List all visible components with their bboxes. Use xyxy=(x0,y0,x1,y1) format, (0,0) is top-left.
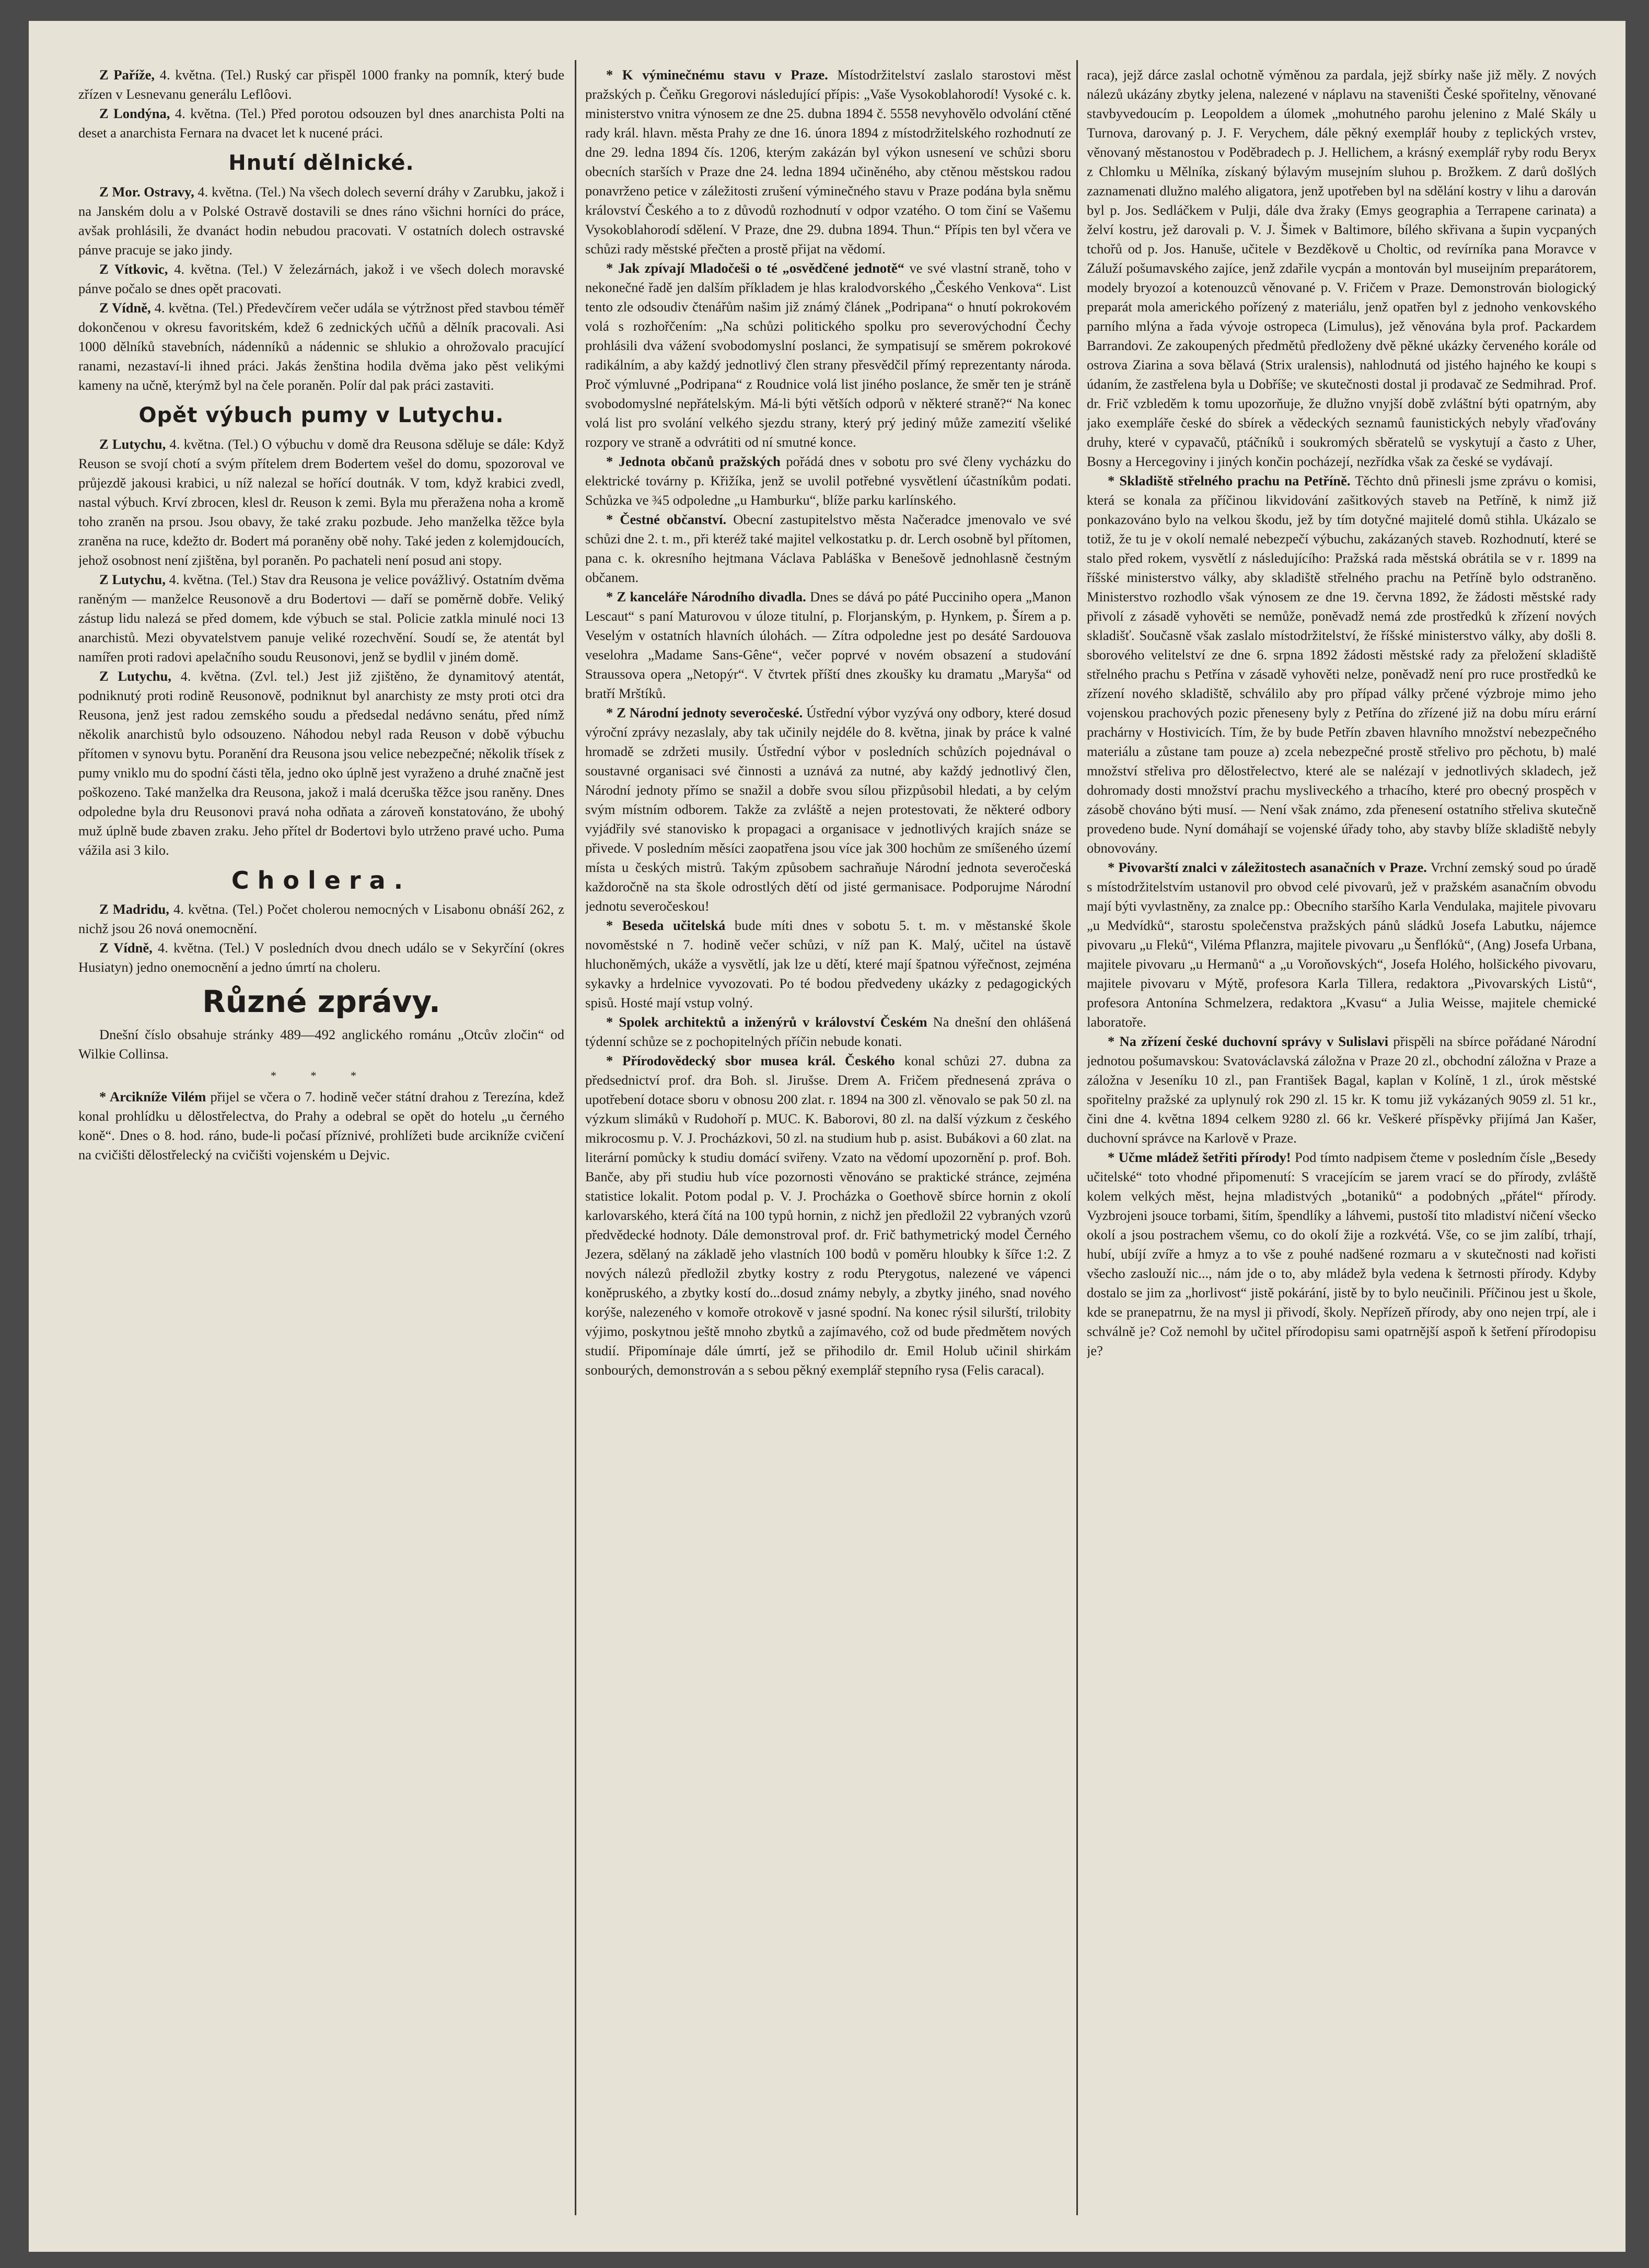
column-2 xyxy=(585,65,1071,2220)
article-text: pořádá dnes v sobotu pro své členy vycházku do elektrické továrny p. Křižíka, jenž se uvolil potřebné vysvětlení účastníkům podati. Schůzka ve ¾5 odpoledne „u Hamburku“, blíže parku karlínského. xyxy=(585,453,1071,508)
headline: * Na zřízení české duchovní správy v Sulislavi xyxy=(1108,1033,1389,1049)
headline: * Arcikníže Vilém xyxy=(99,1089,206,1104)
article-text: 4. května. (Tel.) Předevčírem večer udála se výtržnost před stavbou téměř dokončenou v okresu favoritském, kdež 6 zednických učňů a dělník pracovali. Asi 1000 dělníků stavebních, nádenníků a nádennic se shlukio a ohrožovalo pracující ranami, nezastaví-li ihned práci. Jakás ženština hodila dvěma jako pěst velikými kameny na učně, kterýmž byl na čele poraněn. Polír dal pak práci zastaviti. xyxy=(78,300,564,393)
article-vienna-2 xyxy=(78,938,564,977)
article-text: 4. května. (Tel.) Před porotou odsouzen byl dnes anarchista Polti na deset a anarchista Fernara na dvacet let k nucené práci. xyxy=(78,106,564,141)
article-text: Pod tímto nadpisem čteme v posledním čísle „Besedy učitelské“ toto vhodné připomenutí: S vracejícím se jarem vrací se do přírody, zvláště kolem velkých měst, hejna mladistvých „botaniků“ a podobných „přátel“ přírody. Vyzbrojeni jsouce torbami, šitím, špendlíky a láhvemi, pustoší tito mladiství ničení všecko okolí a jsou postrachem všemu, co do okolí žije a rozkvétá. Vše, co se jim zalíbí, trhají, hubí, ubíjí zvíře a hmyz a to vše z pouhé nadšené rozmaru a v skutečnosti nad kořisti všecho zaslouží nic..., nám jde o to, aby mládež byla vedena k šetrnosti přírody. Kdyby dostalo se jim za „horlivost“ jistě pokárání, jistě by to bylo neučinili. Příčinou jest u škole, kde se pranepatrnu, že na mysl ji přivodí, školy. Nepřízeň přírody, aby ono nejen trpí, ale i schválně je? Což nemohl by učitel přírodopisu sami opatrnější aspoň k šetření přírodopisu je? xyxy=(1087,1149,1596,1358)
article-text: Vrchní zemský soud po úradě s místodržitelstvím ustanovil pro obvod celé pivovarů, jež v pražském asanačním obvodu mají býti vyvlastněny, za znalce pp.: Obecního staršího Karla Vendulaka, majitele pivovaru „u Medvídků“, starostu společenstva pražských pánů sládků Josefa Labutku, nájemce pivovaru „u Fleků“, Viléma Pflanzra, majitele pivovaru „u Šenflóků“, (Ang) Josefa Urbana, majitele pivovaru „u Hermanů“ a „u Voroňovských“, Josefa Holého, holšického pivovaru, majitele pivovaru v Mýtě, profesora Karla Tillera, redaktora „Pivovarských Listů“, profesora Antonína Schmelzera, redaktora „Kvasu“ a Julia Weisse, majitele chemické laboratoře. xyxy=(1087,859,1596,1030)
article-madrid xyxy=(78,900,564,938)
section-heading-vybuch: Opět výbuch pumy v Lutychu. xyxy=(138,403,504,427)
dateline: Z Mor. Ostravy, xyxy=(99,184,194,200)
headline: * Učme mládež šetřiti přírody! xyxy=(1108,1149,1291,1165)
headline: * Přírodovědecký sbor musea král. Českého xyxy=(606,1053,895,1068)
article-divadlo xyxy=(585,587,1071,703)
article-text: přijel se včera o 7. hodině večer státní drahou z Terezína, kdež konal prohlídku u dělostřelectva, do Prahy a odebral se opět do hotelu „u černého koně“. Dnes o 8. hod. ráno, bude-li počasí příznivé, prohlížeti bude arcikníže cvičení na cvičišti dělostřelecký na cvičišti vojenském u Dejvic. xyxy=(78,1089,564,1162)
article-vitkovice xyxy=(78,260,564,298)
article-text: 4. května. (Tel.) V posledních dvou dnech událo se v Sekyrčíní (okres Husiatyn) jedno onemocnění a jedno úmrtí na choleru. xyxy=(78,940,564,975)
separator-stars: * * * xyxy=(271,1069,372,1082)
article-mladez xyxy=(1087,1148,1596,1360)
section-heading-ruzne: Různé zprávy. xyxy=(202,984,440,1019)
article-text: Těchto dnů přinesli jsme zprávu o komisi, která se konala za příčinou likvidování zašitkových staveb na Petříně, k nimž již ponkazováno bylo na velkou škodu, jež by tím dotyčné majitelé domů stihla. Ukázalo se totiž, že tu je v okolí nemalé nebezpečí výbuchu, zakázaných staveb. Rozhodnutí, které se stalo před rokem, vysvětlí z následujícího: Pražská rada městská obrátila se v r. 1899 na říšské ministerstvo války, aby skladiště střelného prachu na Petříně bylo odstraněno. Ministerstvo rozhodlo však výnosem ze dne 19. června 1892, že žádosti městské rady přivolí z zásadě vyhověti se nemůže, poněvadž nemá zde prostředků k zřízení nových skladišť. Současně však zaslalo místodržitelství, že říšské ministerstvo války, aby došli 8. sborového velitelství ze dne 6. srpna 1892 žádosti městské rady za přeložení skladiště střelného prachu s Petřína v zásadě vyhověti nelze, poněvadž není pro ruce prostředků ke zřízení nového skladiště, schválilo aby pro případ války prčené výzbroje mimo jeho vojenskou prachových pozic přeneseny byly z Petřína do zřízené již na dobu míru erární prachárny v Hostivicích. Tím, že by bude Petřín zbaven hlavního množství nebezpečného materiálu a zůstane tam pouze a) zcela nebezpečné prostě střelivo pro pěchotu, b) malé množství střeliva pro dělostřelectvo, které ale se nalézají v jednotlivých skladech, jež dohromady dosti množství prachu mysliveckého a trhacího, které pro obecný prospěch v zásobě chováno býti musí. — Není však známo, zda přenesení ostatního střeliva skutečně provedeno bude. Nyní domáhají se vojenské úřady toho, aby stavby blíže skladiště nebyly obnovovány. xyxy=(1087,473,1596,856)
article-vyjimecny-stav xyxy=(585,65,1071,259)
column-rule xyxy=(1076,60,1078,2215)
article-mladocesi xyxy=(585,259,1071,452)
article-lutych-1 xyxy=(78,435,564,570)
newspaper-page xyxy=(29,21,1625,2252)
article-text: bude míti dnes v sobotu 5. t. m. v městanské škole novoměstské n 7. hodině večer schůzi, v níž pan K. Malý, učitel na ústavě hluchoněmých, ukáže a vysvětlí, jak lze u dětí, které mají špatnou výřečnost, zejména sykavky a hrdelnice vyvozovati. Po té bodou předvedeny ukázky z pedagogických spisů. Hosté mají vstup volný. xyxy=(585,917,1071,1010)
article-lutych-2 xyxy=(78,570,564,667)
article-text: 4. května. (Tel.) O výbuchu v domě dra Reusona sděluje se dále: Když Reuson se svojí chotí a svým přítelem drem Bodertem vešel do domu, spozoroval ve průjezdě jakousi krabici, u níž nalezal se hořící doutnák. V tom, když krabici zvedl, nastal výbuch. Krví zbrocen, klesl dr. Reuson k zemi. Byla mu přeražena noha a kromě toho zraněn na prsou. Jsou obavy, že také zraku pozbude. Jeho manželka těžce byla zraněna na ruce, kdežto dr. Bodert má poraněny obě nohy. Také jeden z kolemjdoucích, jehož osobnost není zjištěna, byl poraněn. Po pachateli není posud ani stopy. xyxy=(78,436,564,568)
article-text: 4. května. (Zvl. tel.) Jest již zjištěno, že dynamitový atentát, podniknutý proti rodině Reusonově, podniknut byl anarchisty ze msty proti otci dra Reusona, jenž jest radou zemského soudu a předsedal nedávno senátu, před nímž několik anarchistů bylo odsouzeno. Náhodou nebyl rada Reuson v době výbuchu přítomen v synovu bytu. Poranění dra Reusona jsou velice nebezpečné; několik třísek z pumy vniklo mu do spodní části těla, jedno oko úplně jest vyraženo a druhé značně jest poškozeno. Také manželka dra Reusona, jakož i malá dceruška těžce jsou raněny. Dnes odpoledne byla dru Reusonovi pravá noha odňata a zároveň konstatováno, že ubohý muž úplně bude zbaven zraku. Jeho přítel dr Bodertovi bylo utrženo pravé ucho. Puma vážila asi 3 kilo. xyxy=(78,668,564,858)
article-arcikníže xyxy=(78,1087,564,1165)
article-duchovni xyxy=(1087,1032,1596,1148)
article-text: 4. května. (Tel.) Stav dra Reusona je velice povážlivý. Ostatním dvěma raněným — manželce Reusonově a dru Bodertovi — daří se poměrně dobře. Veliký zástup lidu nalezá se před domem, kde výbuch se stal. Policie zatkla minulé noci 13 anarchistů. Mezi obyvatelstvem panuje veliké rozechvění. Soudí se, že atentát byl namířen proti radovi apelačního soudu Reusonovi, jenž se bydlil v jiném domě. xyxy=(78,572,564,665)
headline: * Beseda učitelská xyxy=(606,917,726,933)
article-skladiste xyxy=(1087,471,1596,858)
dateline: Z Lutychu, xyxy=(99,572,166,587)
article-paris xyxy=(78,65,564,104)
article-spolek xyxy=(585,1013,1071,1051)
dateline: Z Vídně, xyxy=(99,300,151,316)
section-heading-cholera: Cholera. xyxy=(231,866,412,894)
headline: * Skladiště střelného prachu na Petříně. xyxy=(1108,473,1351,489)
article-cestne xyxy=(585,510,1071,587)
article-text: přispěli na sbírce pořádané Národní jednotou pošumavskou: Svatováclavská záložna v Praze 20 zl., obchodní záložna v Praze a záložna v Jeseníku 10 zl., pan František Bagal, kaplan v Kolíně, 1 zl., úrok městské spořitelny pražské za uplynulý rok 290 zl. 15 kr. K tomu již vykázaných 9059 zl. 51 kr., čini dne 4. května 1894 celkem 9280 zl. 66 kr. Veškeré příspěvky přijímá Jan Kašer, duchovní správce na Karlově v Praze. xyxy=(1087,1033,1596,1146)
dateline: Z Madridu, xyxy=(99,901,169,917)
headline: * Čestné občanství. xyxy=(606,511,727,527)
article-text: ve své vlastní straně, toho v nekonečné řadě jen dalším příkladem je hlas kralodvorského „Českého Venkova“. List tento zle odsoudiv čtenářům našim již známý článek „Podripana“ o hnutí pokrokovém volá s rozhořčením: „Na schůzi politického spolku pro severovýchodní Čechy prohlásili dva vážení svobodomyslní poslanci, že sympatisují se směrem pokrokové radikálním, a aby každý jednotlivý člen strany přesvědčil přímý reprezentanty národa. Proč výmluvné „Podripana“ z Roudnice volá list jiného poslance, že směr ten je stráně svobodomyslné nepřátelským. Má-li býti větších odporů v některé straně?“ Na konec volá list pro svolání velkého sjezdu strany, který prý jediný může zamezití všeliké rozpory ve straně a odvrátiti od ní smutné konce. xyxy=(585,260,1071,450)
article-text: Obecní zastupitelstvo města Načeradce jmenovalo ve své schůzi dne 2. t. m., při kteréž také majitel velkostatku p. dr. Lerch osobně byl přítomen, pana c. k. okresního hejtmana Václava Pabláška v Benešově jednohlasně čestným občanem. xyxy=(585,511,1071,585)
article-beseda xyxy=(585,916,1071,1013)
section-heading-hnuti: Hnutí dělnické. xyxy=(228,151,414,175)
article-text: 4. května. (Tel.) Ruský car přispěl 1000 franky na pomník, který bude zřízen v Lesnevanu generálu Leflôovi. xyxy=(78,67,564,102)
article-text: Dnes se dává po páté Pucciniho opera „Manon Lescaut“ s paní Maturovou v úloze titulní, p. Florjanským, p. Hynkem, p. Šírem a p. Veselým v ostatních hlavních úlohách. — Zítra odpoledne jest po desáté Sardouova veselohra „Madame Sans-Gêne“, večer poprvé v novém obsazení a studování Straussova opera „Netopýr“. V čtvrtek příští dnes zkoušky ku dramatu „Maryša“ od bratří Mrštíků. xyxy=(585,589,1071,701)
article-lutych-3 xyxy=(78,667,564,860)
column-1 xyxy=(78,65,564,2220)
headline: * Pivovarští znalci v záležitostech asanačních v Praze. xyxy=(1108,859,1427,875)
article-text: 4. května. (Tel.) Na všech dolech severní dráhy v Zarubku, jakož i na Janském dolu a v Polské Ostravě dostavili se dnes ráno všichni horníci do práce, avšak prohlásili, že dvanáct hodin nebudou pracovati. V ostatních dolech ostravské pánve pracuje se jako jindy. xyxy=(78,184,564,258)
column-3 xyxy=(1087,65,1596,2220)
article-text: konal schůzi 27. dubna za předsednictví prof. dra Boh. sl. Jirušse. Drem A. Fričem přednesená zpráva o upotřebení dotace sboru v obnosu 200 zlat. r. 1894 na 300 zl. věnovalo se pak 50 zl. na výzkum slimáků v Rudohoří p. MUC. K. Baborovi, 80 zl. na další výzkum z českého mikrocosmu p. V. J. Procházkovi, 50 zl. na studium hub p. asist. Bubákovi a 60 zlat. na literární pomůcky k studiu domácí sviřeny. Vzato na vědomí upozornění p. prof. Boh. Banče, aby při studiu hub více pozornosti věnováno se praktické stránce, zejména statistice lokalit. Potom podal p. V. J. Procházka o Goethově sbírce hornin z okolí karlovarského, která čítá na 100 typů hornin, z nichž jen předložil 22 vybraných vzorů předvědecké hodnoty. Dále demonstroval prof. dr. Frič bathymetrický model Černého Jezera, sdělaný na základě jeho vlastních 100 bodů v poměru hloubky k šířce 1:2. Z nových nálezů předložil zbytky kostry z rodu Pterygotus, nalezené ve vápenci koněpruského, a zbytky kostí do...dosud známy nebyly, a zbytky jiného, snad nového korýše, nalezeného v komoře otrokově v jasné spodní. Na konec rýsil silurští, trilobity výjimo, poskytnou ještě mnoho zbytků a zajímavého, což od bude předmětem nových studií. Připomínaje dále úmrtí, jež se přihodilo dr. Emil Holub učinil shirkám sonbourých, demonstrován a s sebou pěkný exemplář stepního rysa (Felis caracal). xyxy=(585,1053,1071,1378)
headline: * Spolek architektů a inženýrů v království Českém xyxy=(606,1014,927,1030)
article-text: Ústřední výbor vyzývá ony odbory, které dosud výroční zprávy nezaslaly, aby tak učinily nejdéle do 8. května, jinak by práce k valné hromadě se zdržeti musily. Ústřední výbor v posledních schůzích pojednával o soustavné organisaci své činnosti a uznává za nutné, aby každý jednotlivý člen, Národní jednoty přímo se snažil a dobře svou sílou přizpůsobil hledati, a by celým svým místním odborem. Takže za zvláště a nejen protestovati, že některé odbory vyjádřily své stanovisko k propagaci a organisace v jednotlivých krajích snáze se přivede. V posledním měsíci zaopatřena jsou více jak 300 hochům ze smíšeného území místa u českých mistrů. Takým způsobem sachraňuje Národní jednota severočeská každoročně na sta škole odrostlých dětí od jisté germanisace. Podporujme Národní jednotu severočeskou! xyxy=(585,705,1071,914)
article-vienna xyxy=(78,298,564,395)
headline: * Jak zpívají Mladočeši o té „osvědčené jednotě“ xyxy=(606,260,904,276)
headline: * Z Národní jednoty severočeské. xyxy=(606,705,803,720)
dateline: Z Londýna, xyxy=(99,106,170,121)
dateline: Z Lutychu, xyxy=(99,668,171,684)
headline: * Z kanceláře Národního divadla. xyxy=(606,589,806,604)
article-text: Na dnešní den ohlášená týdenní schůze se z pochopitelných příčin nebude konati. xyxy=(585,1014,1071,1049)
dateline: Z Lutychu, xyxy=(99,436,166,452)
headline: * K výminečnému stavu v Praze. xyxy=(606,67,828,83)
headline: * Jednota občanů pražských xyxy=(606,453,781,469)
article-text: 4. května. (Tel.) Počet cholerou nemocných v Lisabonu obnáší 262, z nichž jsou 26 nová onemocnění. xyxy=(78,901,564,936)
column-rule xyxy=(575,60,576,2215)
dateline: Z Vítkovic, xyxy=(99,261,168,277)
article-text: 4. května. (Tel.) V železárnách, jakož i ve všech dolech moravské pánve počalo se dnes opět pracovati. xyxy=(78,261,564,296)
dateline: Z Vídně, xyxy=(99,940,153,956)
article-pivovar xyxy=(1087,858,1596,1032)
article-text: Místodržitelství zaslalo starostovi měst pražských p. Čeňku Gregorovi následující přípis: „Vaše Vysokoblahorodí! Vysoké c. k. ministerstvo vnitra výnosem ze dne 25. dubna 1894 č. 5558 nevyhovělo odvolání ctěné rady král. hlavn. města Prahy ze dne 16. února 1894 z místodržitelského rozhodnutí ze dne 29. ledna 1894 čís. 1206, kterým zakázán byl výkon usnesení ve schůzi sboru obecních starších v Praze dne 24. ledna 1894 učiněného, aby ctěnou městskou radou ponavrženo petice v záležitosti zrušení výminečného stavu v Praze podána byla sněmu království Českého a to z důvodů rozhodnutí v odpor vzatého. O tom činí se Vašemu Vysokoblahorodí sdělení. V Praze, dne 29. dubna 1894. Thun.“ Přípis ten byl včera ve schůzi rady městské přečten a prostě přijat na vědomí. xyxy=(585,67,1071,257)
article-ruzne-intro: Dnešní číslo obsahuje stránky 489—492 anglického románu „Otcův zločin“ od Wilkie Collinsa. xyxy=(78,1027,564,1062)
article-jednoty xyxy=(585,703,1071,916)
article-london xyxy=(78,104,564,143)
article-continued: raca), jejž dárce zaslal ochotně výměnou za pardala, jejž sbírky naše již měly. Z nových nálezů ukázány zbytky jelena, nalezené v náplavu na staveništi České spořitelny, věnované stavbyvedoucím p. Leopoldem a úlomek „mohutného parohu jelenino z Malé Skály u Turnova, darovaný p. J. F. Verychem, dále pěkný exemplář houby z teplických vrstev, věnovaný městanostou v Poděbradech p. J. Hellichem, a krásný exemplář ryby rodu Beryx z Chlomku u Mělníka, získaný býlavým musejním sluhou p. Brožkem. Z darů došlých zaznamenati dlužno malého aligatora, jenž upotřeben byl na sdělání kostry v lihu a darován byl p. Jos. Sedláčkem v Pulji, dále dva žraky (Emys geographia a Terrapene carinata) a želví kostru, jež darovali p. V. J. Šimek v Baltimore, bílého skřivana a šupin vycpaných tchořů od p. Jos. Hanuše, učitele v Bezděkově u Choltic, od revírníka pana Moravce v Záluží pošumavského zajíce, jenž zdařile vycpán a montován byl museijním preparátorem, modely bryozoí a kotenouzců věnované p. V. Fričem v Praze. Demonstrován biologický preparát mola amerického pořízený z materiálu, jenž opatřen byl z jednoho venkovského parního mlýna a řada vývoje ostropeca (Limulus), jež věnována byla prof. Packardem Barrandovi. Ze zakoupených předmětů předloženy dvě pěkné ukázky červeného korále od ostrova Ziarina a sova bělavá (Strix uralensis), nahlodnutá od jistého hajného ke koupi s údaním, že zastřelena byla u Dobříše; ve skutečnosti dostal ji prodavač ze Sedmihrad. Prof. dr. Frič vzbleděm k tomu upozorňuje, že dlužno vnyjší době zvláštní býti opatrným, aby jako exempláře české do sbírek a vědeckých seznamů faunistických nebyly vřaďovány druhy, které v cypavačů, ptáčníků i soukromých sběratelů se vyskytují a často z Uher, Bosny a Hercegoviny i jiných končin pocházejí, nezřídka však za české se vydávají. xyxy=(1087,67,1596,469)
dateline: Z Paříže, xyxy=(99,67,155,83)
article-prirodo xyxy=(585,1051,1071,1380)
article-jednota xyxy=(585,452,1071,510)
article-ostrava xyxy=(78,182,564,260)
